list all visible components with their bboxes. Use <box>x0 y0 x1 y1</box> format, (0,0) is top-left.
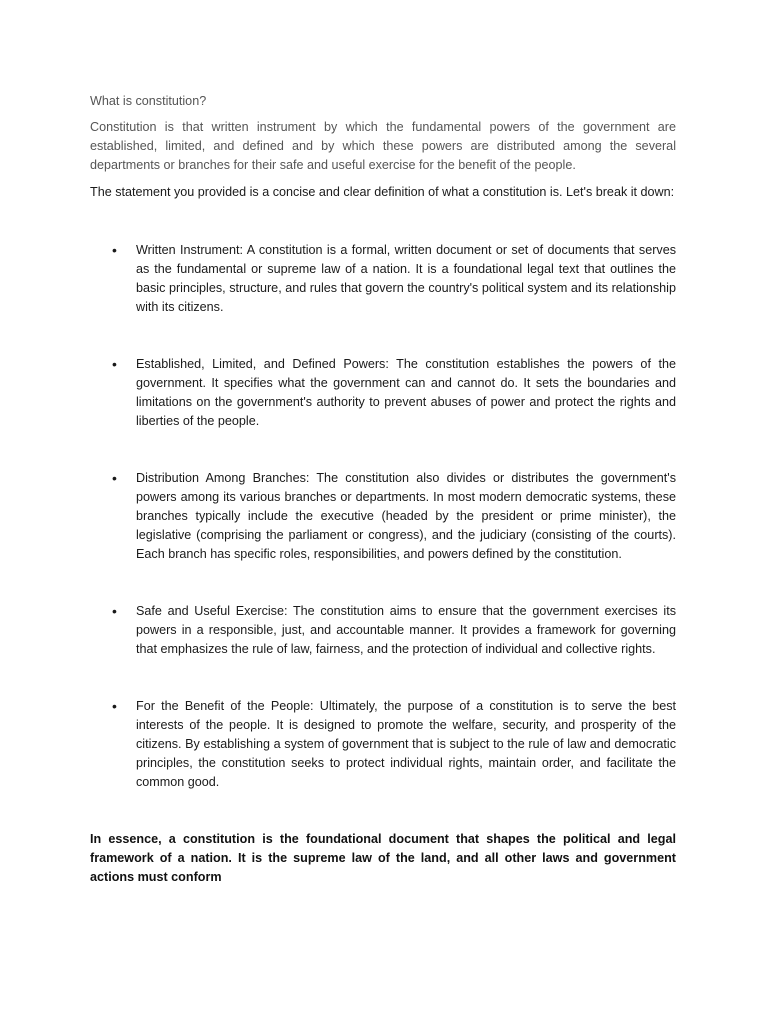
bullet-icon: • <box>112 356 117 372</box>
conclusion-paragraph: In essence, a constitution is the foundational document that shapes the political and legal framework of a nation. It is the supreme law of the land, and all other laws and government actions must conform <box>90 832 676 884</box>
bullet-text: Written Instrument: A constitution is a formal, written document or set of documents that serves as the fundamental or supreme law of a nation. It is a foundational legal text that outlines the basic principles, structure, and rules that govern the country's political system and its relationship with its citizens. <box>136 243 676 314</box>
list-item <box>90 697 676 792</box>
question-heading: What is constitution? <box>90 94 207 108</box>
definition-paragraph: Constitution is that written instrument by which the fundamental powers of the government are established, limited, and defined and by which these powers are distributed among the several departments or branches for their safe and useful exercise for the benefit of the people. <box>90 120 676 172</box>
bullet-icon: • <box>112 242 117 258</box>
bullet-icon: • <box>112 698 117 714</box>
bullet-icon: • <box>112 603 117 619</box>
list-item <box>90 355 676 431</box>
intro-paragraph: The statement you provided is a concise and clear definition of what a constitution is. Let's break it down: <box>90 185 675 199</box>
bullet-icon: • <box>112 470 117 486</box>
bullet-list <box>90 241 676 792</box>
list-item <box>90 241 676 317</box>
list-item <box>90 469 676 564</box>
bullet-text: For the Benefit of the People: Ultimately, the purpose of a constitution is to serve the best interests of the people. It is designed to promote the welfare, security, and prosperity of the citizens. By establishing a system of government that is subject to the rule of law and democratic principles, the constitution seeks to protect individual rights, maintain order, and facilitate the common good. <box>136 699 676 789</box>
bullet-text: Established, Limited, and Defined Powers: The constitution establishes the powers of the government. It specifies what the government can and cannot do. It sets the boundaries and limitations on the government's authority to prevent abuses of power and protect the rights and liberties of the people. <box>136 357 676 428</box>
bullet-text: Distribution Among Branches: The constitution also divides or distributes the government's powers among its various branches or departments. In most modern democratic systems, these branches typically include the executive (headed by the president or prime minister), the legislative (comprising the parliament or congress), and the judiciary (consisting of the courts). Each branch has specific roles, responsibilities, and powers defined by the constitution. <box>136 471 676 561</box>
document-body <box>90 92 676 900</box>
list-item <box>90 602 676 659</box>
bullet-text: Safe and Useful Exercise: The constitution aims to ensure that the government exercises its powers in a responsible, just, and accountable manner. It provides a framework for governing that emphasizes the rule of law, fairness, and the protection of individual and collective rights. <box>136 604 676 656</box>
